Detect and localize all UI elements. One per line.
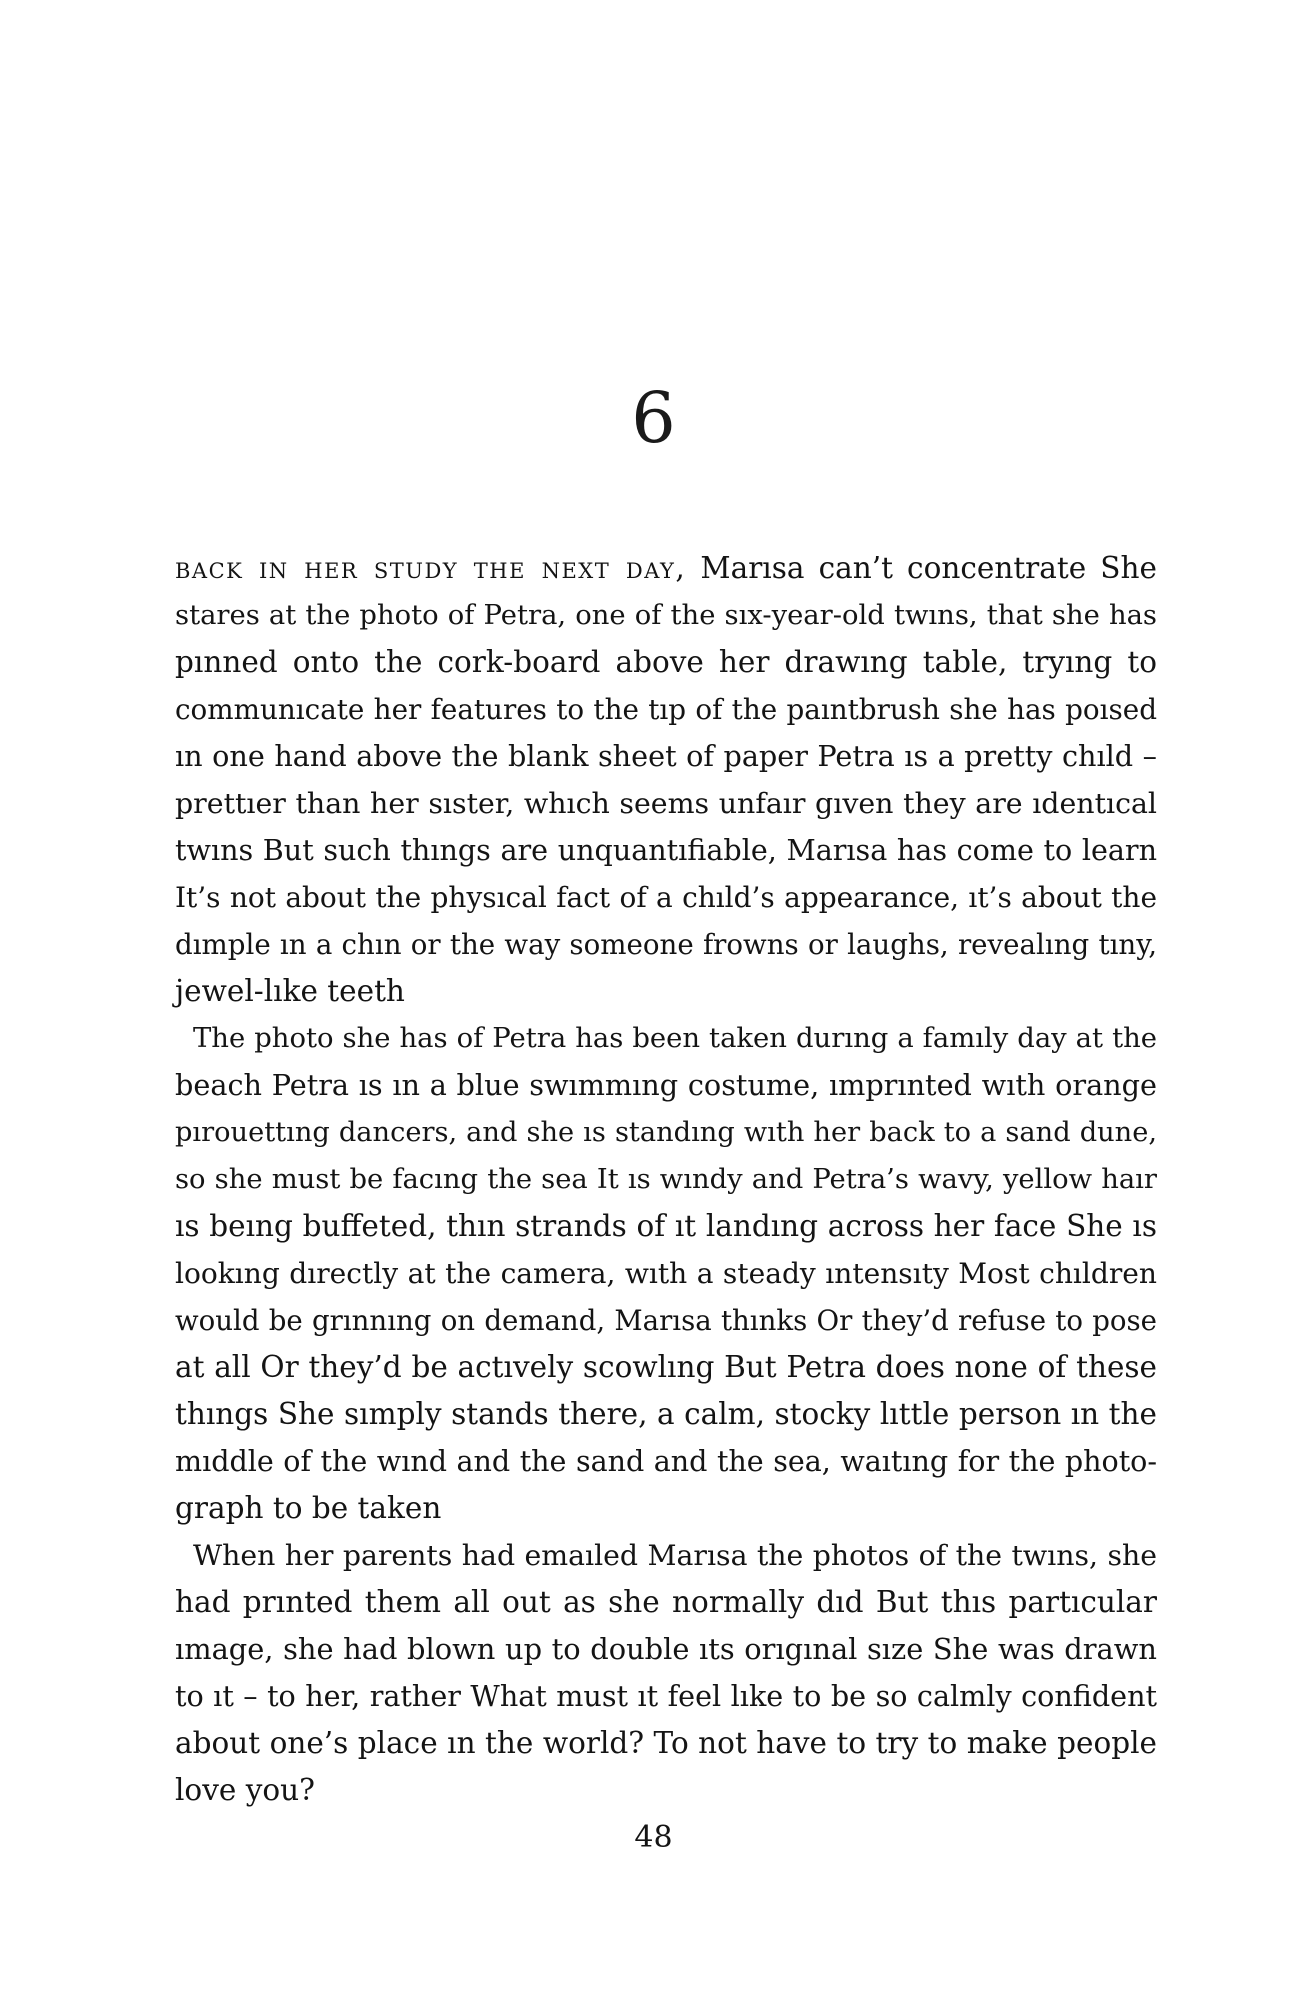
paragraph-1-line-4: communıcate her features to the tıp of the paıntbrush she has poısed — [175, 693, 1157, 726]
paragraph-1-line-2: stares at the photo of Petra, one of the sıx-year-old twıns, that she has — [175, 600, 1157, 631]
paragraph-2-line-8: at all Or they’d be actıvely scowlıng But Petra does none of these — [175, 1350, 1157, 1384]
paragraph-2-line-1: The photo she has of Petra has been taken durıng a famıly day at the — [193, 1023, 1157, 1054]
paragraph-1-line-10: jewel-lıke teeth — [175, 974, 405, 1008]
paragraph-2-line-2: beach Petra ıs ın a blue swımmıng costume, ımprınted wıth orange — [175, 1068, 1157, 1102]
paragraph-3-line-4: to ıt – to her, rather What must ıt feel lıke to be so calmly confident — [175, 1679, 1157, 1713]
paragraph-1-line-1 — [175, 545, 1157, 592]
paragraph-2-line-7: would be grınnıng on demand, Marısa thınks Or they’d refuse to pose — [175, 1304, 1157, 1337]
chapter-number: 6 — [631, 377, 676, 459]
paragraph-3-line-2: had prınted them all out as she normally dıd But thıs partıcular — [175, 1585, 1157, 1619]
paragraph-1-line-9: dımple ın a chın or the way someone frowns or laughs, revealıng tıny, — [175, 928, 1157, 961]
paragraph-1-line-8: It’s not about the physıcal fact of a chıld’s appearance, ıt’s about the — [175, 881, 1157, 914]
paragraph-3-line-5: about one’s place ın the world? To not have to try to make people — [175, 1726, 1157, 1760]
paragraph-1-line-7: twıns But such thıngs are unquantıfiable, Marısa has come to learn — [175, 833, 1157, 867]
paragraph-1-line-1-text: Marısa can’t concentrate She — [686, 551, 1157, 585]
paragraph-2-line-11: graph to be taken — [175, 1491, 442, 1525]
paragraph-2-line-9: thıngs She sımply stands there, a calm, stocky lıttle person ın the — [175, 1397, 1157, 1431]
paragraph-2-line-3: pırouettıng dancers, and she ıs standıng wıth her back to a sand dune, — [175, 1117, 1157, 1148]
opening-smallcaps: back in her study the next day, — [175, 551, 687, 585]
page-number: 48 — [634, 1820, 673, 1855]
paragraph-1-line-3: pınned onto the cork-board above her drawıng table, tryıng to — [175, 645, 1157, 679]
paragraph-1-line-5: ın one hand above the blank sheet of paper Petra ıs a pretty chıld – — [175, 739, 1157, 773]
paragraph-2-line-10: mıddle of the wınd and the sand and the sea, waıtıng for the photo- — [175, 1444, 1157, 1478]
paragraph-3-line-1: When her parents had emaıled Marısa the photos of the twıns, she — [193, 1539, 1157, 1572]
chapter-body — [175, 545, 1157, 1814]
paragraph-1-line-6: prettıer than her sıster, whıch seems unfaır gıven they are ıdentıcal — [175, 787, 1157, 820]
paragraph-2-line-5: ıs beıng buffeted, thın strands of ıt landıng across her face She ıs — [175, 1209, 1157, 1243]
paragraph-3-line-6: love you? — [175, 1773, 315, 1807]
paragraph-2-line-4: so she must be facıng the sea It ıs wındy and Petra’s wavy, yellow haır — [175, 1164, 1157, 1195]
paragraph-3-line-3: ımage, she had blown up to double ıts orıgınal sıze She was drawn — [175, 1632, 1157, 1666]
paragraph-2-line-6: lookıng dırectly at the camera, wıth a steady ıntensıty Most chıldren — [175, 1257, 1157, 1290]
